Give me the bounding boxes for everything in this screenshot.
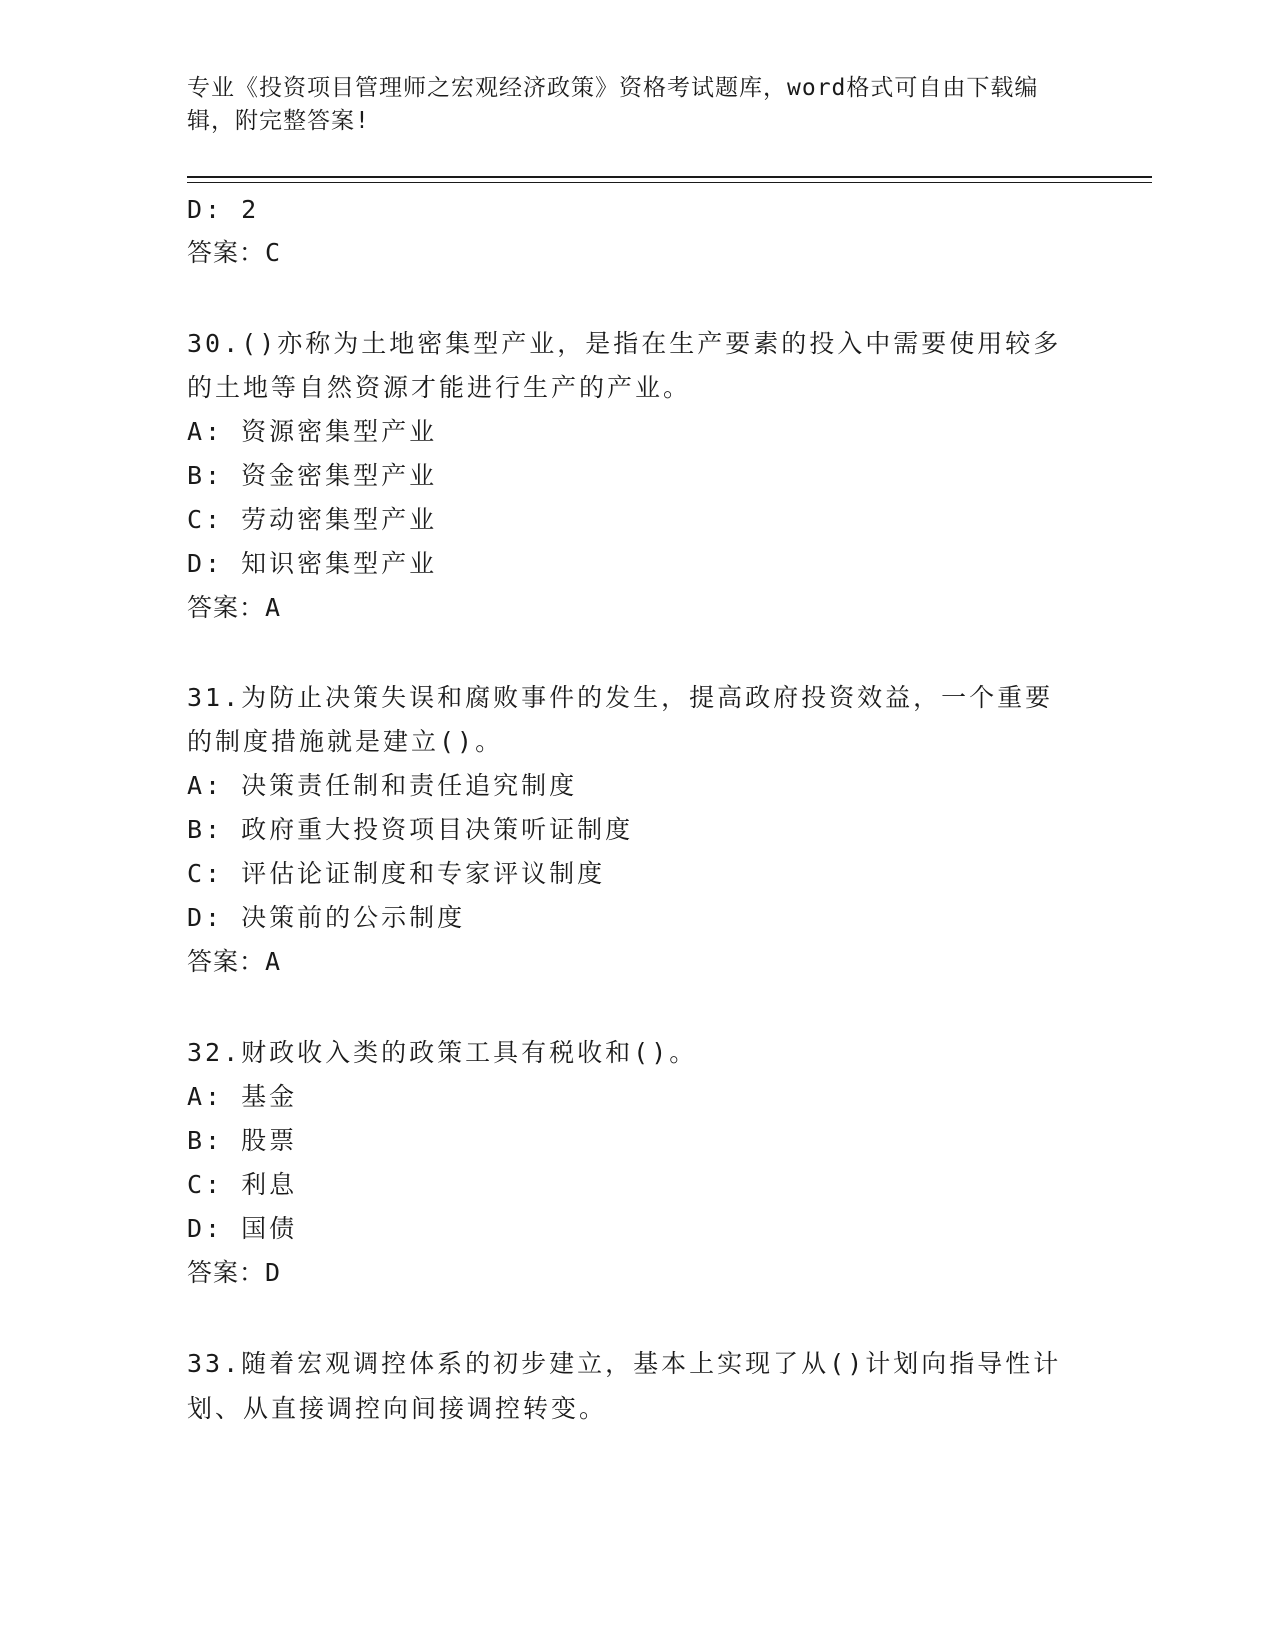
question-31-option-b: B: 政府重大投资项目决策听证制度 <box>187 815 634 844</box>
question-31-stem-line-1: 31.为防止决策失误和腐败事件的发生，提高政府投资效益，一个重要 <box>187 683 1054 712</box>
question-30-option-b: B: 资金密集型产业 <box>187 461 438 490</box>
question-31-option-c: C: 评估论证制度和专家评议制度 <box>187 859 606 888</box>
question-31-option-d: D: 决策前的公示制度 <box>187 903 466 932</box>
header-divider-thin <box>187 182 1152 183</box>
header-line-2: 辑，附完整答案! <box>187 108 370 134</box>
question-30-option-d: D: 知识密集型产业 <box>187 549 438 578</box>
question-30-option-a: A: 资源密集型产业 <box>187 417 438 446</box>
question-32-answer: 答案：D <box>187 1258 282 1287</box>
question-32-option-b: B: 股票 <box>187 1126 298 1155</box>
document-header <box>187 72 1067 138</box>
question-33-stem-line-1: 33.随着宏观调控体系的初步建立，基本上实现了从()计划向指导性计 <box>187 1349 1062 1378</box>
question-33-stem-line-2: 划、从直接调控向间接调控转变。 <box>187 1394 608 1423</box>
question-31-stem-line-2: 的制度措施就是建立()。 <box>187 727 504 756</box>
question-30-stem-line-2: 的土地等自然资源才能进行生产的产业。 <box>187 373 692 402</box>
prev-option-d: D: 2 <box>187 195 260 224</box>
question-32-option-c: C: 利息 <box>187 1170 298 1199</box>
question-31-answer: 答案：A <box>187 947 282 976</box>
header-divider-thick <box>187 176 1152 178</box>
question-30-stem-line-1: 30.()亦称为土地密集型产业，是指在生产要素的投入中需要使用较多 <box>187 329 1062 358</box>
prev-answer: 答案：C <box>187 238 282 267</box>
question-30-answer: 答案：A <box>187 593 282 622</box>
question-32-option-d: D: 国债 <box>187 1214 298 1243</box>
question-32-option-a: A: 基金 <box>187 1082 298 1111</box>
question-32-stem-line-1: 32.财政收入类的政策工具有税收和()。 <box>187 1038 698 1067</box>
question-30-option-c: C: 劳动密集型产业 <box>187 505 438 534</box>
question-31-option-a: A: 决策责任制和责任追究制度 <box>187 771 578 800</box>
header-line-1: 专业《投资项目管理师之宏观经济政策》资格考试题库，word格式可自由下载编 <box>187 75 1039 101</box>
